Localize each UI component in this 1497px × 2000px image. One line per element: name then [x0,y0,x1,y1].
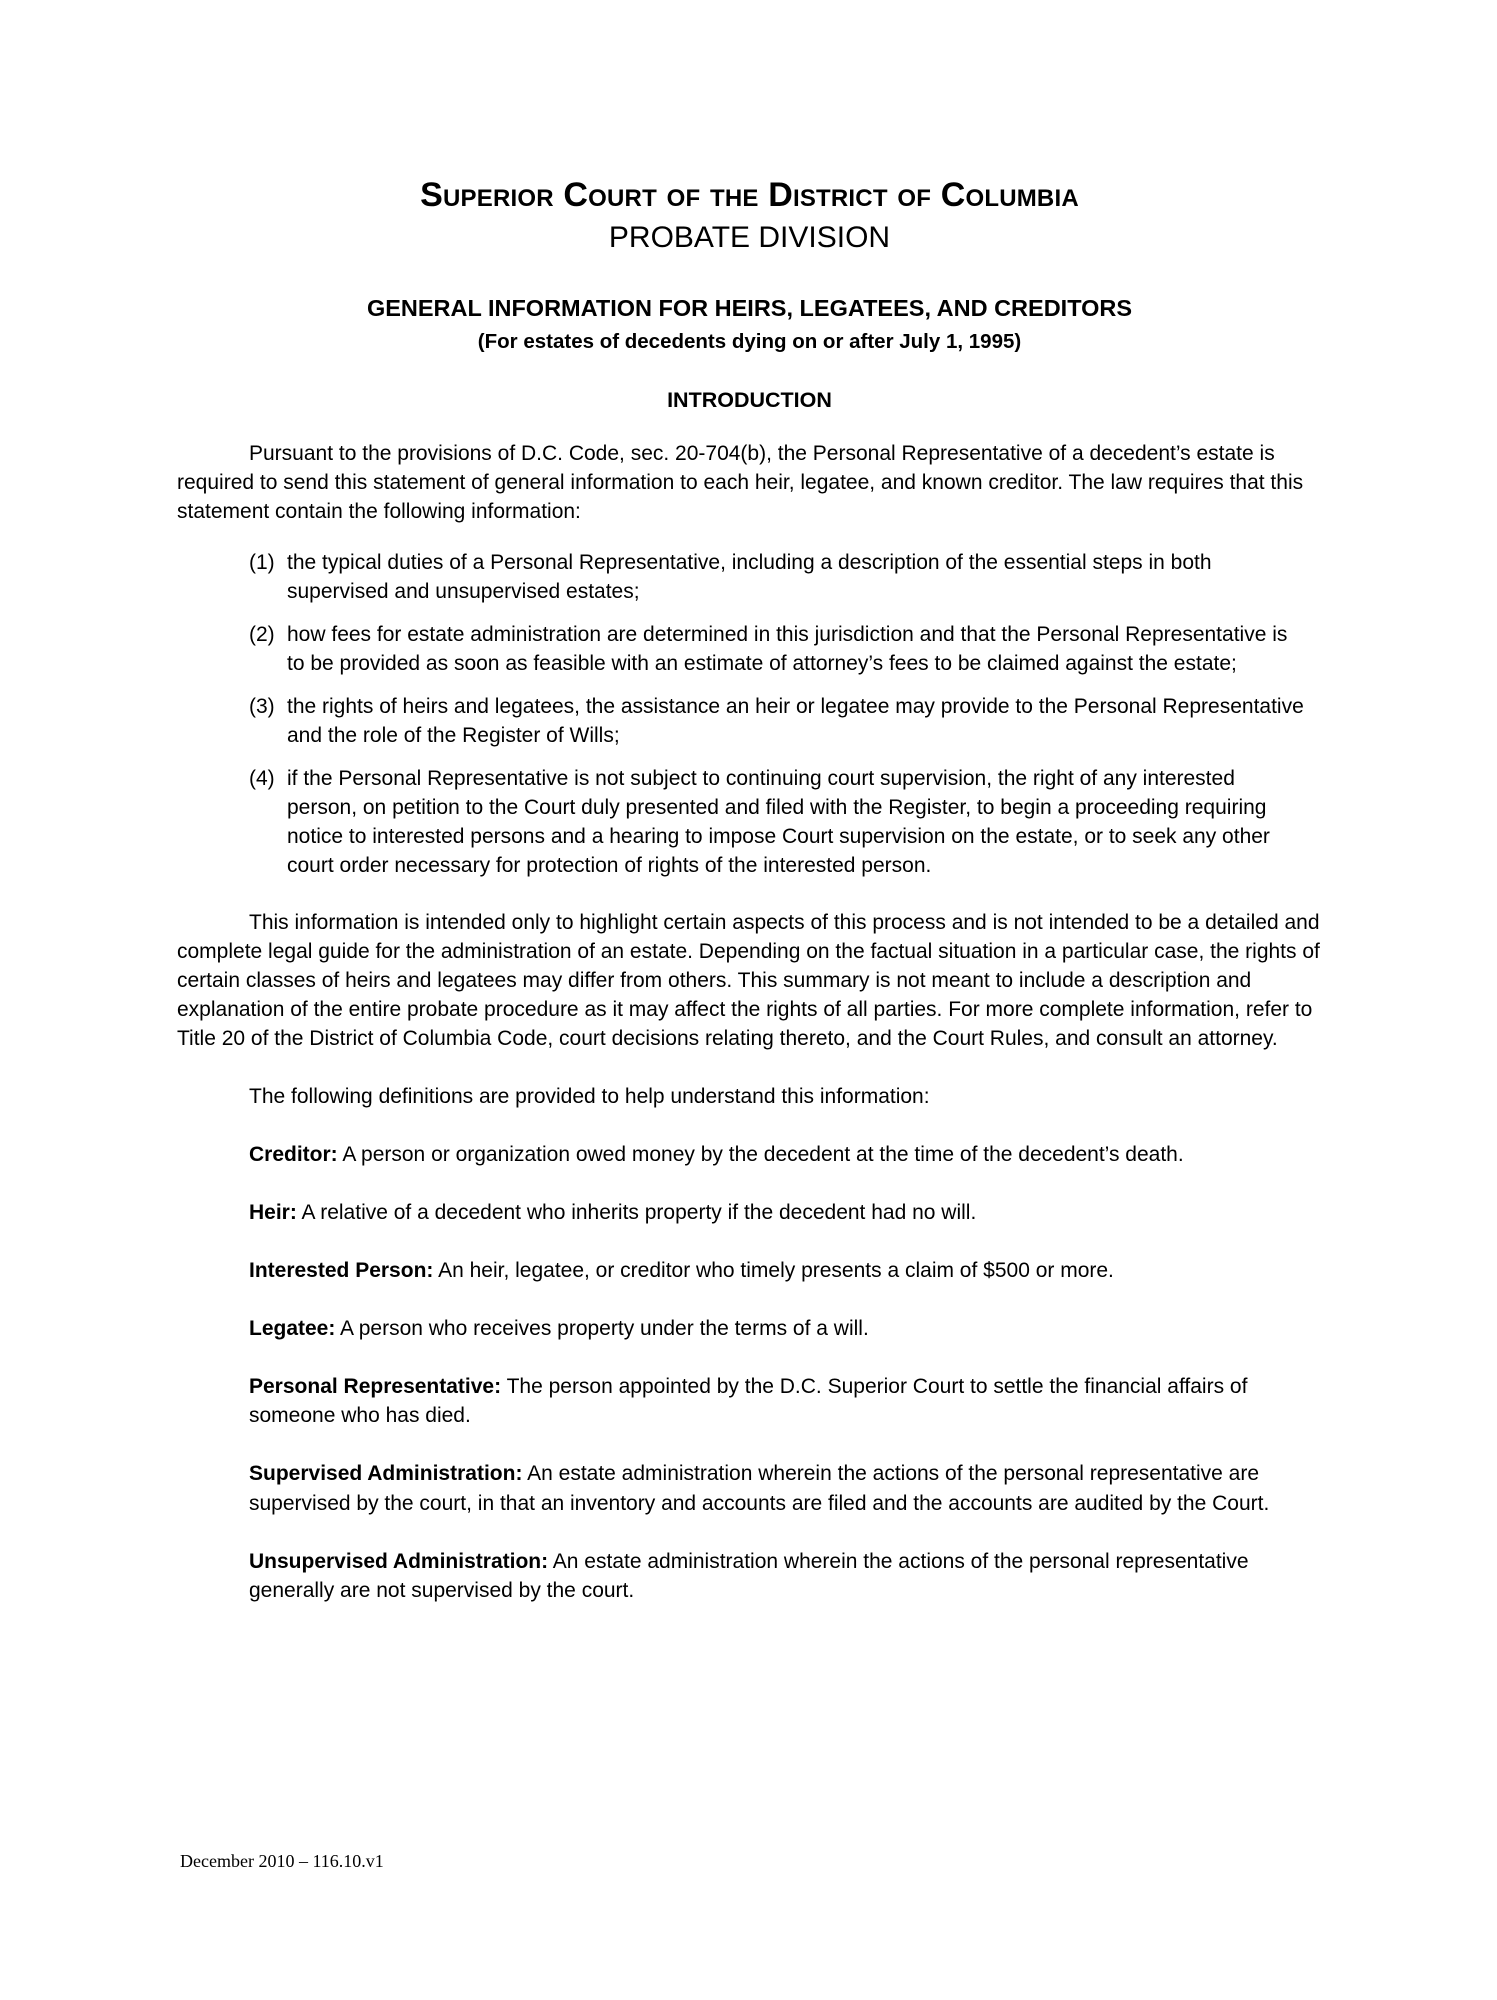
definition-heir [177,1169,1322,1227]
list-item [177,692,1322,750]
document-heading: GENERAL INFORMATION FOR HEIRS, LEGATEES, AND CREDITORS [366,295,1133,321]
intro-closing-paragraph: This information is intended only to highlight certain aspects of this process and is not intended to be a detailed and complete legal guide for the administration of an estate. Depending on the factual situation in a particular case, the rights of certain classes of heirs and legatees may differ from others. This summary is not meant to include a description and explanation of the entire probate procedure as it may affect the rights of all parties. For more complete information, refer to Title 20 of the District of Columbia Code, court decisions relating thereto, and the Court Rules, and consult an attorney. [177,910,1320,1050]
document-content [177,0,1322,1605]
list-item [177,548,1322,606]
intro-requirements-list [177,526,1322,881]
definition-term: Creditor: [249,1142,338,1166]
page-title: Superior Court of the District of Columbia [420,176,1079,214]
definition-text: An estate administration wherein the actions of the personal representative are supervised by the court, in that an inventory and accounts are filed and the accounts are audited by the Court. [249,1462,1270,1515]
section-heading-introduction: INTRODUCTION [667,388,832,412]
definition-text: An estate administration wherein the actions of the personal representative generally are not supervised by the court. [249,1549,1249,1602]
definition-text: A person who receives property under the terms of a will. [335,1317,869,1341]
definition-text: A relative of a decedent who inherits property if the decedent had no will. [296,1201,977,1225]
definition-creditor [177,1111,1322,1169]
list-item-marker: (4) [249,767,275,791]
definition-text: A person or organization owed money by the decedent at the time of the decedent’s death. [337,1142,1184,1166]
document-heading-note: (For estates of decedents dying on or after July 1, 1995) [477,329,1022,353]
intro-paragraph: Pursuant to the provisions of D.C. Code, sec. 20-704(b), the Personal Representative of a decedent’s estate is required to send this statement of general information to each heir, legatee, and known creditor. The law requires that this statement contain the following information: [177,441,1304,523]
definition-supervised-administration [177,1430,1322,1517]
list-item-text: the rights of heirs and legatees, the assistance an heir or legatee may provide to the Personal Representative and the role of the Register of Wills; [287,695,1304,748]
definition-term: Interested Person: [249,1259,434,1283]
list-item [177,764,1322,880]
list-item-text: the typical duties of a Personal Representative, including a description of the essential steps in both supervised and unsupervised estates; [287,550,1212,603]
definition-term: Personal Representative: [249,1375,502,1399]
definition-term: Unsupervised Administration: [249,1549,549,1573]
definition-term: Supervised Administration: [249,1462,523,1486]
list-item-marker: (1) [249,550,275,574]
division-subtitle: PROBATE DIVISION [608,221,891,254]
definition-text: The person appointed by the D.C. Superior Court to settle the financial affairs of someone who has died. [249,1375,1248,1428]
list-item-text: how fees for estate administration are determined in this jurisdiction and that the Personal Representative is to be provided as soon as feasible with an estimate of attorney’s fees to be claimed against the estate; [287,622,1288,675]
definition-term: Legatee: [249,1317,336,1341]
list-item-marker: (2) [249,622,275,646]
definition-legatee [177,1285,1322,1343]
definitions-intro: The following definitions are provided to help understand this information: [249,1084,930,1108]
document-footer: December 2010 – 116.10.v1 [180,1851,384,1871]
definitions-section [177,1053,1322,1605]
list-item-marker: (3) [249,695,275,719]
list-item [177,620,1322,678]
definition-unsupervised-administration [177,1518,1322,1605]
definition-term: Heir: [249,1201,297,1225]
definition-personal-representative [177,1343,1322,1430]
definition-text: An heir, legatee, or creditor who timely presents a claim of $500 or more. [433,1259,1114,1283]
definition-interested-person [177,1227,1322,1285]
list-item-text: if the Personal Representative is not subject to continuing court supervision, the right of any interested person, on petition to the Court duly presented and filed with the Register, to begin a proceeding requiring notice to interested persons and a hearing to impose Court supervision on the estate, or to seek any other court order necessary for protection of rights of the interested person. [287,767,1270,878]
